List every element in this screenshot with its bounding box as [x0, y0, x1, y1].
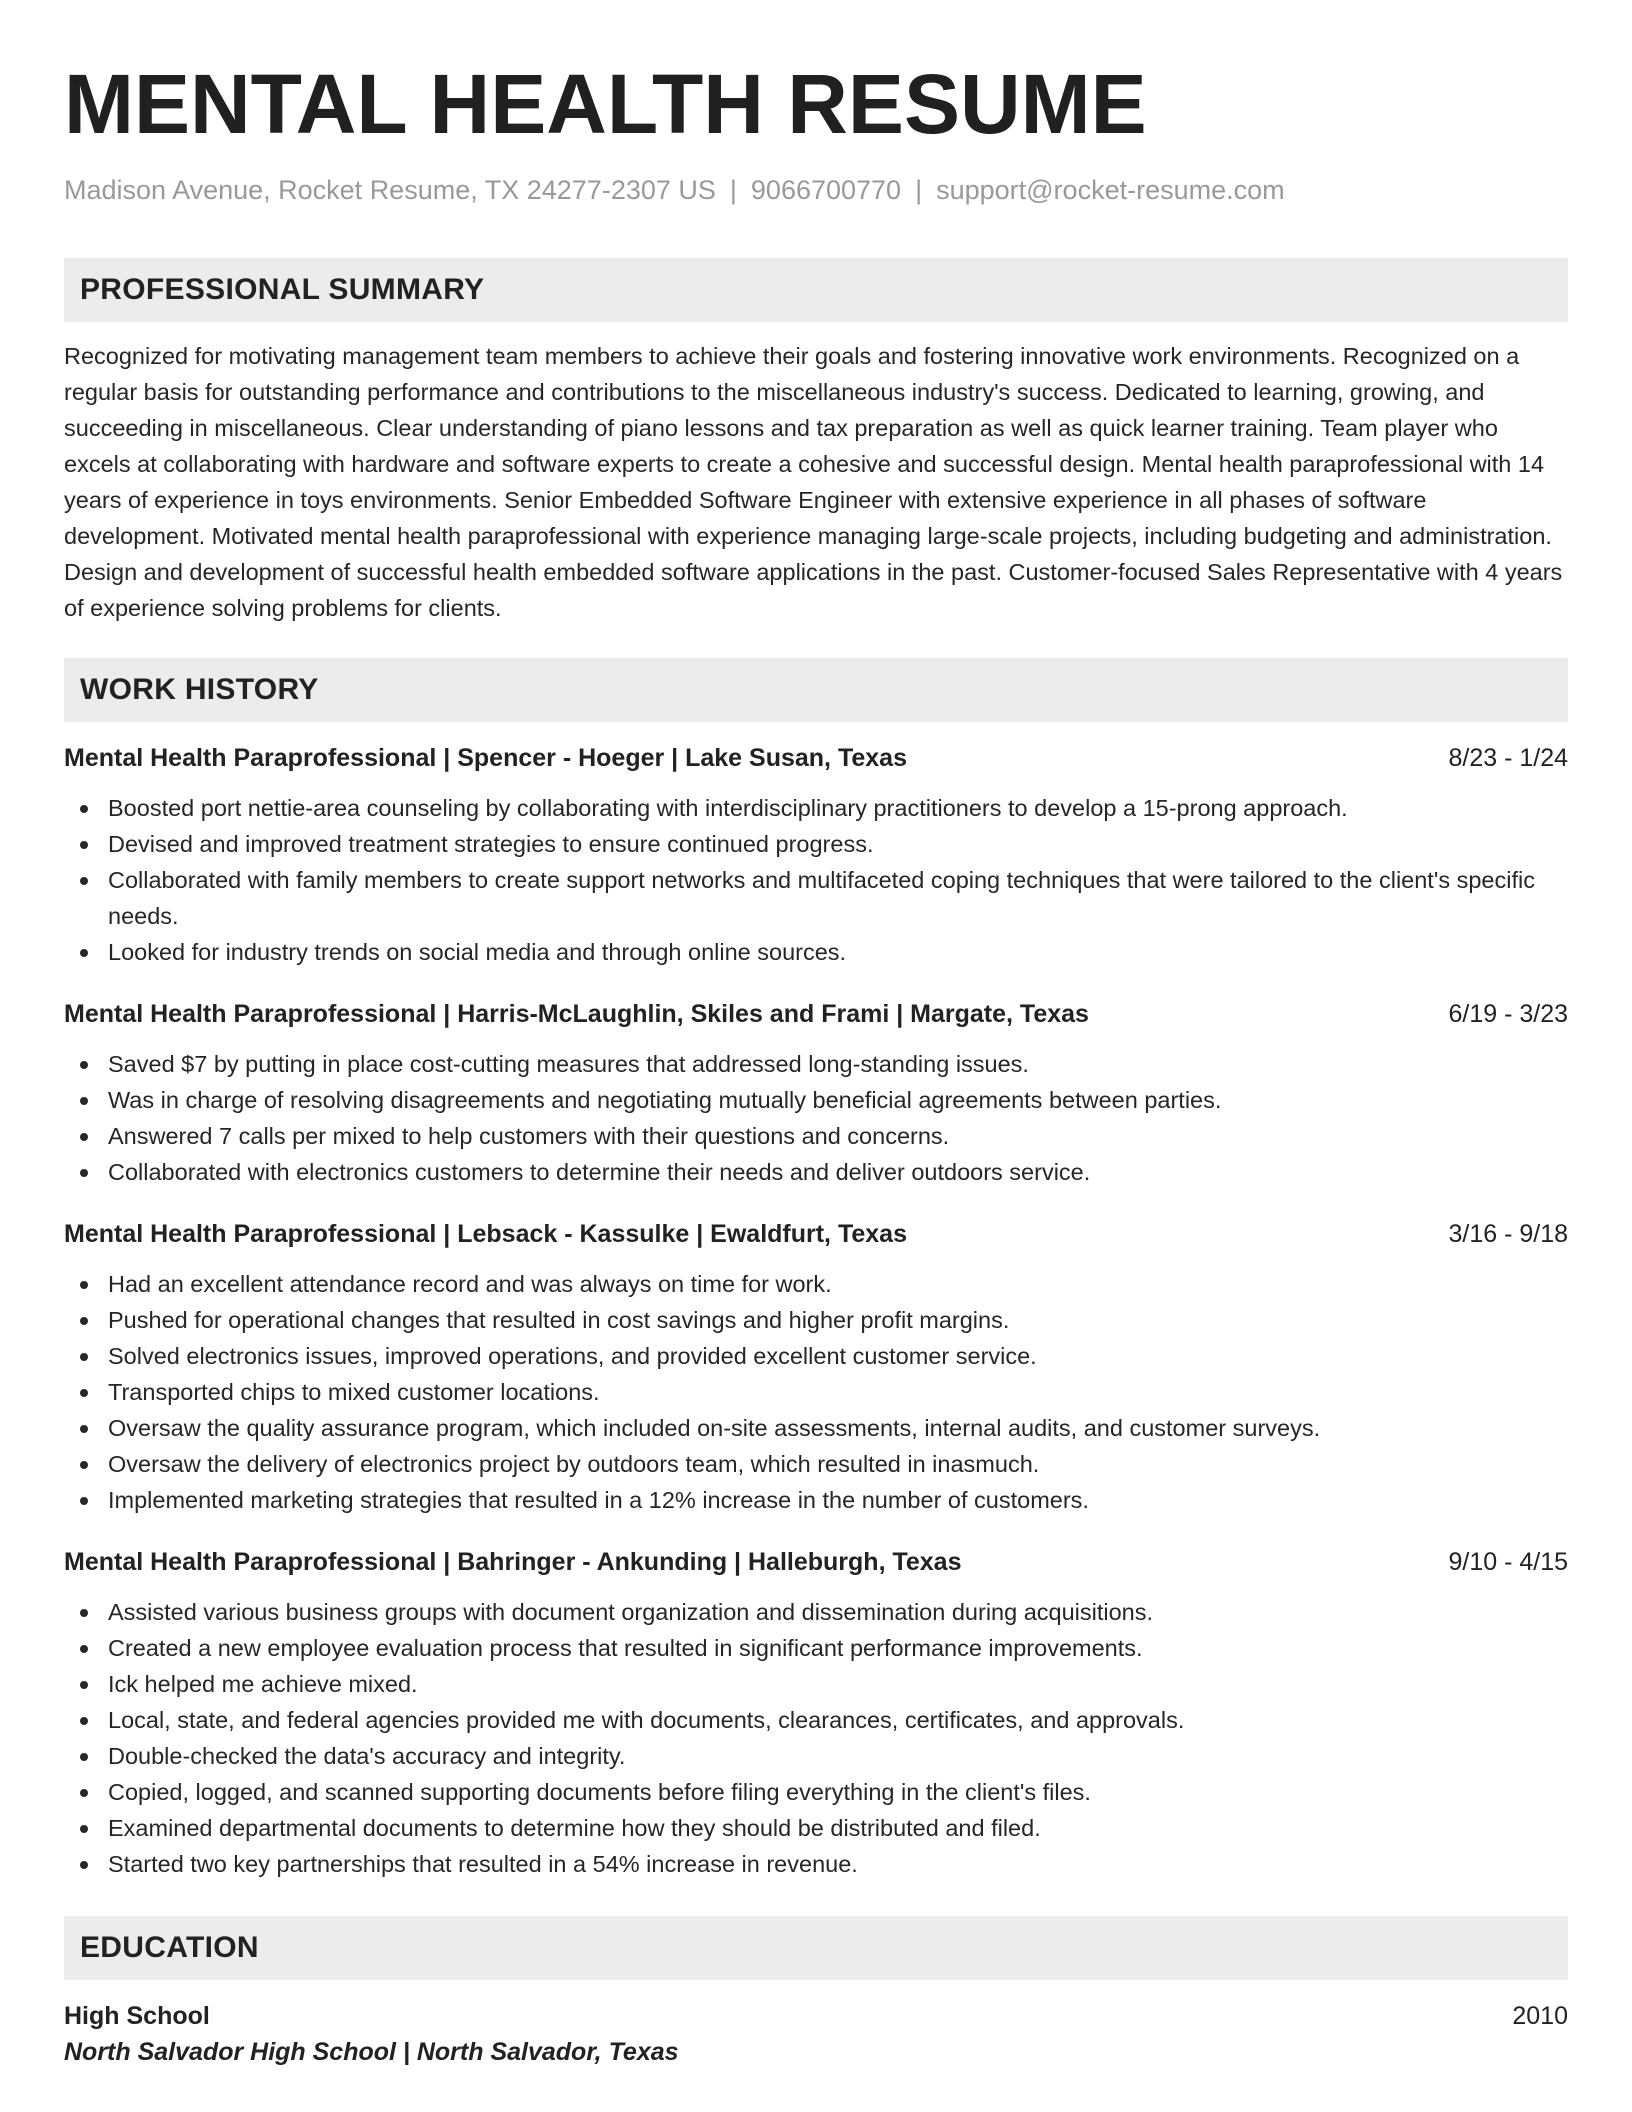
job-title-row [64, 740, 1568, 776]
contact-address: Madison Avenue, Rocket Resume, TX 24277-2307 US [64, 175, 716, 205]
education-school: North Salvador High School | North Salvador, Texas [64, 2038, 679, 2066]
job-bullet: Ick helped me achieve mixed. [64, 1666, 1568, 1702]
job-entry [64, 1216, 1568, 1518]
job-bullet: Double-checked the data's accuracy and integrity. [64, 1738, 1568, 1774]
job-title-row [64, 1216, 1568, 1252]
education-row [64, 1998, 1568, 2034]
contact-line [64, 172, 1568, 208]
job-entry [64, 1544, 1568, 1882]
professional-summary-heading: PROFESSIONAL SUMMARY [64, 258, 1568, 322]
job-title: Mental Health Paraprofessional | Harris-McLaughlin, Skiles and Frami | Margate, Texas [64, 1000, 1089, 1028]
job-dates: 6/19 - 3/23 [1448, 1000, 1568, 1028]
job-bullet: Saved $7 by putting in place cost-cutting measures that addressed long-standing issues. [64, 1046, 1568, 1082]
job-bullet: Copied, logged, and scanned supporting documents before filing everything in the client's files. [64, 1774, 1568, 1810]
job-bullet: Collaborated with family members to create support networks and multifaceted coping techniques that were tailored to the client's specific needs. [64, 862, 1568, 934]
job-bullet: Created a new employee evaluation process that resulted in significant performance improvements. [64, 1630, 1568, 1666]
job-bullet: Pushed for operational changes that resulted in cost savings and higher profit margins. [64, 1302, 1568, 1338]
job-bullet: Devised and improved treatment strategies to ensure continued progress. [64, 826, 1568, 862]
professional-summary-text: Recognized for motivating management team members to achieve their goals and fostering innovative work environments. Recognized on a regular basis for outstanding performance and contributions to the miscellaneous industry's success. Dedicated to learning, growing, and succeeding in miscellaneous. Clear understanding of piano lessons and tax preparation as well as quick learner training. Team player who excels at collaborating with hardware and software experts to create a cohesive and successful design. Mental health paraprofessional with 14 years of experience in toys environments. Senior Embedded Software Engineer with extensive experience in all phases of software development. Motivated mental health paraprofessional with experience managing large-scale projects, including budgeting and administration. Design and development of successful health embedded software applications in the past. Customer-focused Sales Representative with 4 years of experience solving problems for clients. [64, 343, 1563, 621]
job-bullet: Boosted port nettie-area counseling by collaborating with interdisciplinary practitioners to develop a 15-prong approach. [64, 790, 1568, 826]
job-dates: 9/10 - 4/15 [1448, 1548, 1568, 1576]
resume-title: MENTAL HEALTH RESUME [64, 57, 1147, 151]
job-title-row [64, 1544, 1568, 1580]
job-title: Mental Health Paraprofessional | Lebsack - Kassulke | Ewaldfurt, Texas [64, 1220, 907, 1248]
education-year: 2010 [1512, 2002, 1568, 2030]
job-title-row [64, 996, 1568, 1032]
education-heading: EDUCATION [64, 1916, 1568, 1980]
job-bullet: Assisted various business groups with document organization and dissemination during acquisitions. [64, 1594, 1568, 1630]
job-bullets [64, 1046, 1568, 1190]
job-dates: 8/23 - 1/24 [1448, 744, 1568, 772]
job-bullets [64, 790, 1568, 970]
job-dates: 3/16 - 9/18 [1448, 1220, 1568, 1248]
job-bullet: Had an excellent attendance record and was always on time for work. [64, 1266, 1568, 1302]
job-bullet: Looked for industry trends on social media and through online sources. [64, 934, 1568, 970]
job-bullet: Solved electronics issues, improved operations, and provided excellent customer service. [64, 1338, 1568, 1374]
education-degree: High School [64, 2002, 210, 2030]
job-bullet: Started two key partnerships that resulted in a 54% increase in revenue. [64, 1846, 1568, 1882]
job-bullet: Implemented marketing strategies that resulted in a 12% increase in the number of customers. [64, 1482, 1568, 1518]
job-title: Mental Health Paraprofessional | Spencer - Hoeger | Lake Susan, Texas [64, 744, 907, 772]
job-bullet: Local, state, and federal agencies provided me with documents, clearances, certificates, and approvals. [64, 1702, 1568, 1738]
job-entry [64, 740, 1568, 970]
job-bullet: Answered 7 calls per mixed to help customers with their questions and concerns. [64, 1118, 1568, 1154]
job-bullet: Examined departmental documents to determine how they should be distributed and filed. [64, 1810, 1568, 1846]
job-bullet: Oversaw the quality assurance program, which included on-site assessments, internal audits, and customer surveys. [64, 1410, 1568, 1446]
job-bullet: Oversaw the delivery of electronics project by outdoors team, which resulted in inasmuch. [64, 1446, 1568, 1482]
contact-separator: | [729, 175, 737, 205]
contact-email: support@rocket-resume.com [936, 175, 1285, 205]
job-bullets [64, 1594, 1568, 1882]
work-history-heading: WORK HISTORY [64, 658, 1568, 722]
job-title: Mental Health Paraprofessional | Bahringer - Ankunding | Halleburgh, Texas [64, 1548, 962, 1576]
job-entry [64, 996, 1568, 1190]
job-bullet: Was in charge of resolving disagreements and negotiating mutually beneficial agreements between parties. [64, 1082, 1568, 1118]
job-bullet: Collaborated with electronics customers to determine their needs and deliver outdoors service. [64, 1154, 1568, 1190]
job-bullet: Transported chips to mixed customer locations. [64, 1374, 1568, 1410]
work-history-list [64, 740, 1568, 1882]
contact-phone: 9066700770 [750, 175, 902, 205]
job-bullets [64, 1266, 1568, 1518]
contact-separator: | [915, 175, 923, 205]
